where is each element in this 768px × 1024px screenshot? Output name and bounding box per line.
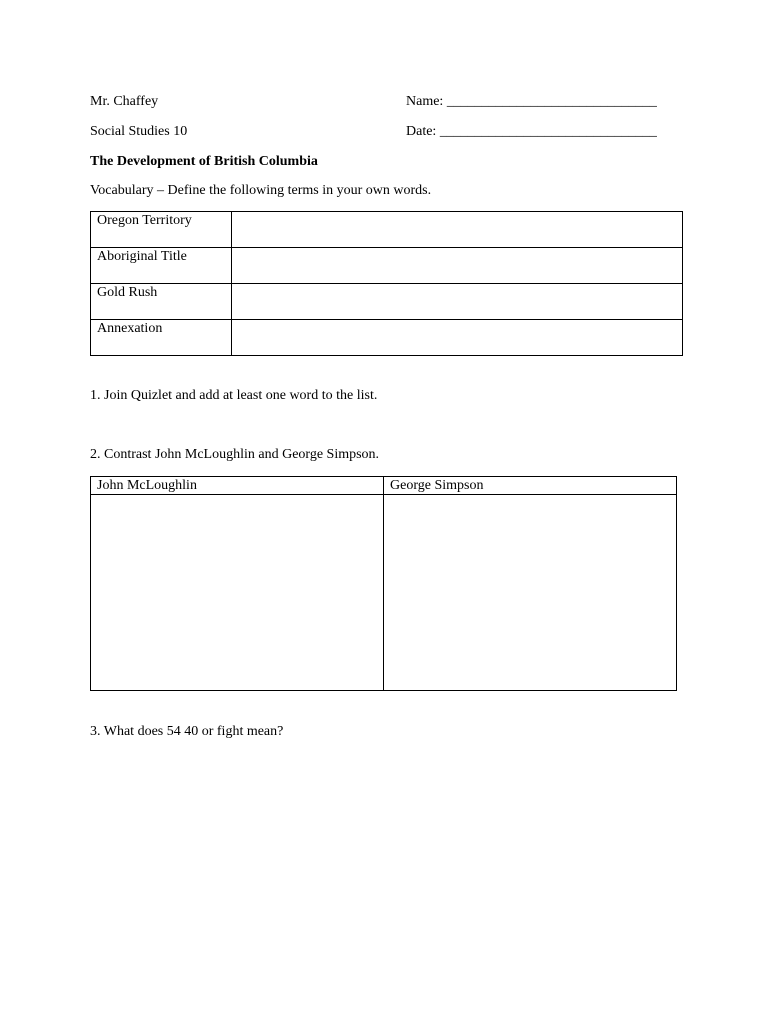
worksheet-title: The Development of British Columbia (90, 154, 318, 169)
definition-cell[interactable] (232, 320, 683, 356)
definition-cell[interactable] (232, 284, 683, 320)
vocabulary-instruction: Vocabulary – Define the following terms in your own words. (90, 183, 432, 198)
vocabulary-row (91, 212, 683, 248)
teacher-name: Mr. Chaffey (90, 94, 159, 109)
contrast-header-row (91, 477, 677, 495)
vocabulary-term: Annexation (91, 320, 232, 356)
date-field[interactable]: Date: _______________________________ (406, 124, 657, 139)
vocabulary-term: Gold Rush (91, 284, 232, 320)
definition-cell[interactable] (232, 212, 683, 248)
vocabulary-term: Oregon Territory (91, 212, 232, 248)
vocabulary-row (91, 248, 683, 284)
column-header-simpson: George Simpson (384, 477, 677, 495)
definition-cell[interactable] (232, 248, 683, 284)
question-2: 2. Contrast John McLoughlin and George Simpson. (90, 447, 380, 462)
contrast-answer-row (91, 495, 677, 691)
column-header-mcloughlin: John McLoughlin (91, 477, 384, 495)
contrast-table (90, 476, 677, 691)
student-name-field[interactable]: Name: ______________________________ (406, 94, 657, 109)
vocabulary-table (90, 211, 683, 356)
course-name: Social Studies 10 (90, 124, 188, 139)
answer-cell-mcloughlin[interactable] (91, 495, 384, 691)
question-1: 1. Join Quizlet and add at least one word to the list. (90, 388, 378, 403)
answer-cell-simpson[interactable] (384, 495, 677, 691)
vocabulary-row (91, 284, 683, 320)
question-3: 3. What does 54 40 or fight mean? (90, 724, 284, 739)
vocabulary-row (91, 320, 683, 356)
vocabulary-term: Aboriginal Title (91, 248, 232, 284)
